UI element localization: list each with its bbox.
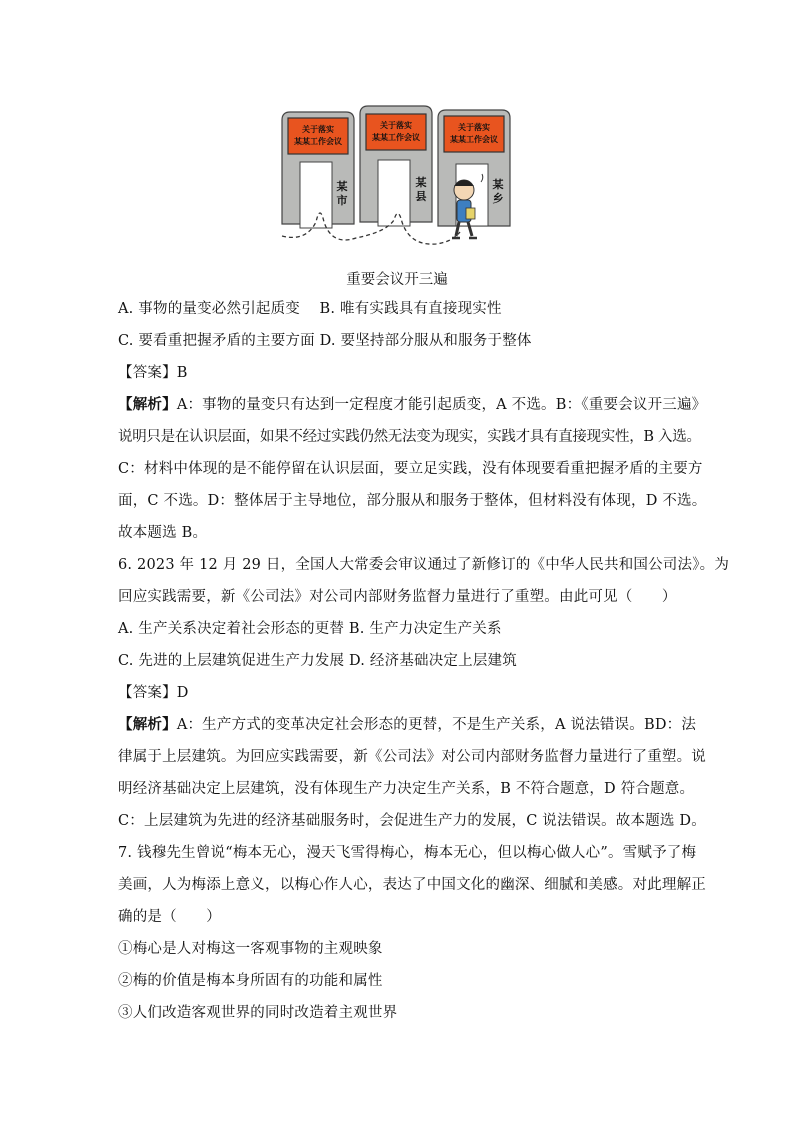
gate-city-label-2: 市	[336, 194, 348, 207]
meeting-cartoon-illustration	[276, 104, 520, 254]
q5-analysis-line-2: 说明只是在认识层面，如果不经过实践仍然无法变为现实，实践才具有直接现实性，B 入选。	[118, 429, 701, 445]
q6-stem-line-2: 回应实践需要，新《公司法》对公司内部财务监督力量进行了重塑。由此可见（ ）	[118, 589, 677, 605]
q6-options-line-2: C. 先进的上层建筑促进生产力发展 D. 经济基础决定上层建筑	[118, 653, 517, 669]
q5-options-line-1: A. 事物的量变必然引起质变 B. 唯有实践具有直接现实性	[118, 301, 502, 317]
q7-stem-line-2: 美画，人为梅添上意义，以梅心作人心，表达了中国文化的幽深、细腻和美感。对此理解正	[118, 877, 706, 893]
gate-township-label-2: 乡	[492, 192, 504, 205]
q5-analysis-line-5: 故本题选 B。	[118, 525, 208, 541]
gate-county-sign	[366, 114, 426, 150]
gate-city-sign-text-1: 关于落实	[302, 125, 334, 134]
gate-county-label-2: 县	[415, 190, 427, 203]
q5-analysis-label: 【解析】	[118, 396, 177, 413]
illustration-caption: 重要会议开三遍	[346, 272, 448, 288]
q6-analysis-text-1: A：生产方式的变革决定社会形态的更替，不是生产关系，A 说法错误。BD：法	[176, 717, 697, 733]
q6-analysis-line-2: 律属于上层建筑。为回应实践需要，新《公司法》对公司内部财务监督力量进行了重塑。说	[118, 749, 706, 765]
gate-county-sign-text-2: 某某工作会议	[372, 133, 420, 142]
q7-item-3: ③人们改造客观世界的同时改造着主观世界	[118, 1005, 398, 1021]
q5-analysis-text-1: A：事物的量变只有达到一定程度才能引起质变，A 不选。B：《重要会议开三遍》	[176, 397, 707, 413]
gate-township-sign-text-2: 某某工作会议	[450, 135, 498, 144]
q6-analysis-line-4: C：上层建筑为先进的经济基础服务时，会促进生产力的发展，C 说法错误。故本题选 D。	[118, 813, 706, 829]
q5-analysis-line-4: 面，C 不选。D：整体居于主导地位，部分服从和服务于整体，但材料没有体现，D 不选。	[118, 493, 707, 509]
q7-item-2: ②梅的价值是梅本身所固有的功能和属性	[118, 973, 383, 989]
gate-county-label-1: 某	[415, 176, 427, 189]
q6-analysis-line-1	[118, 715, 696, 735]
gate-township-sign	[444, 116, 504, 152]
q5-analysis-line-1	[118, 395, 706, 415]
q7-item-1: ①梅心是人对梅这一客观事物的主观映象	[118, 941, 383, 957]
q6-analysis-line-3: 明经济基础决定上层建筑，没有体现生产力决定生产关系，B 不符合题意，D 符合题意。	[118, 781, 695, 797]
q5-analysis-line-3: C：材料中体现的是不能停留在认识层面，要立足实践，没有体现要看重把握矛盾的主要方	[118, 461, 703, 477]
gate-township-label-1: 某	[492, 178, 504, 191]
gate-township-sign-text-1: 关于落实	[458, 123, 490, 132]
gate-city-label-1: 某	[336, 180, 348, 193]
gate-city-sign	[288, 118, 348, 154]
gate-county-sign-text-1: 关于落实	[380, 121, 412, 130]
q5-options-line-2: C. 要看重把握矛盾的主要方面 D. 要坚持部分服从和服务于整体	[118, 333, 532, 349]
q6-analysis-label: 【解析】	[118, 716, 177, 733]
q7-stem-line-3: 确的是（ ）	[118, 909, 221, 925]
q6-stem-line-1: 6. 2023 年 12 月 29 日，全国人大常委会审议通过了新修订的《中华人民共和国公司法》。为	[118, 557, 730, 573]
q6-options-line-1: A. 生产关系决定着社会形态的更替 B. 生产力决定生产关系	[118, 621, 502, 637]
q6-answer: 【答案】D	[118, 685, 189, 701]
gate-city-sign-text-2: 某某工作会议	[294, 137, 342, 146]
q7-stem-line-1: 7. 钱穆先生曾说“梅本无心，漫天飞雪得梅心，梅本无心，但以梅心做人心”。雪赋予了梅	[118, 845, 697, 861]
q5-answer: 【答案】B	[118, 365, 188, 381]
